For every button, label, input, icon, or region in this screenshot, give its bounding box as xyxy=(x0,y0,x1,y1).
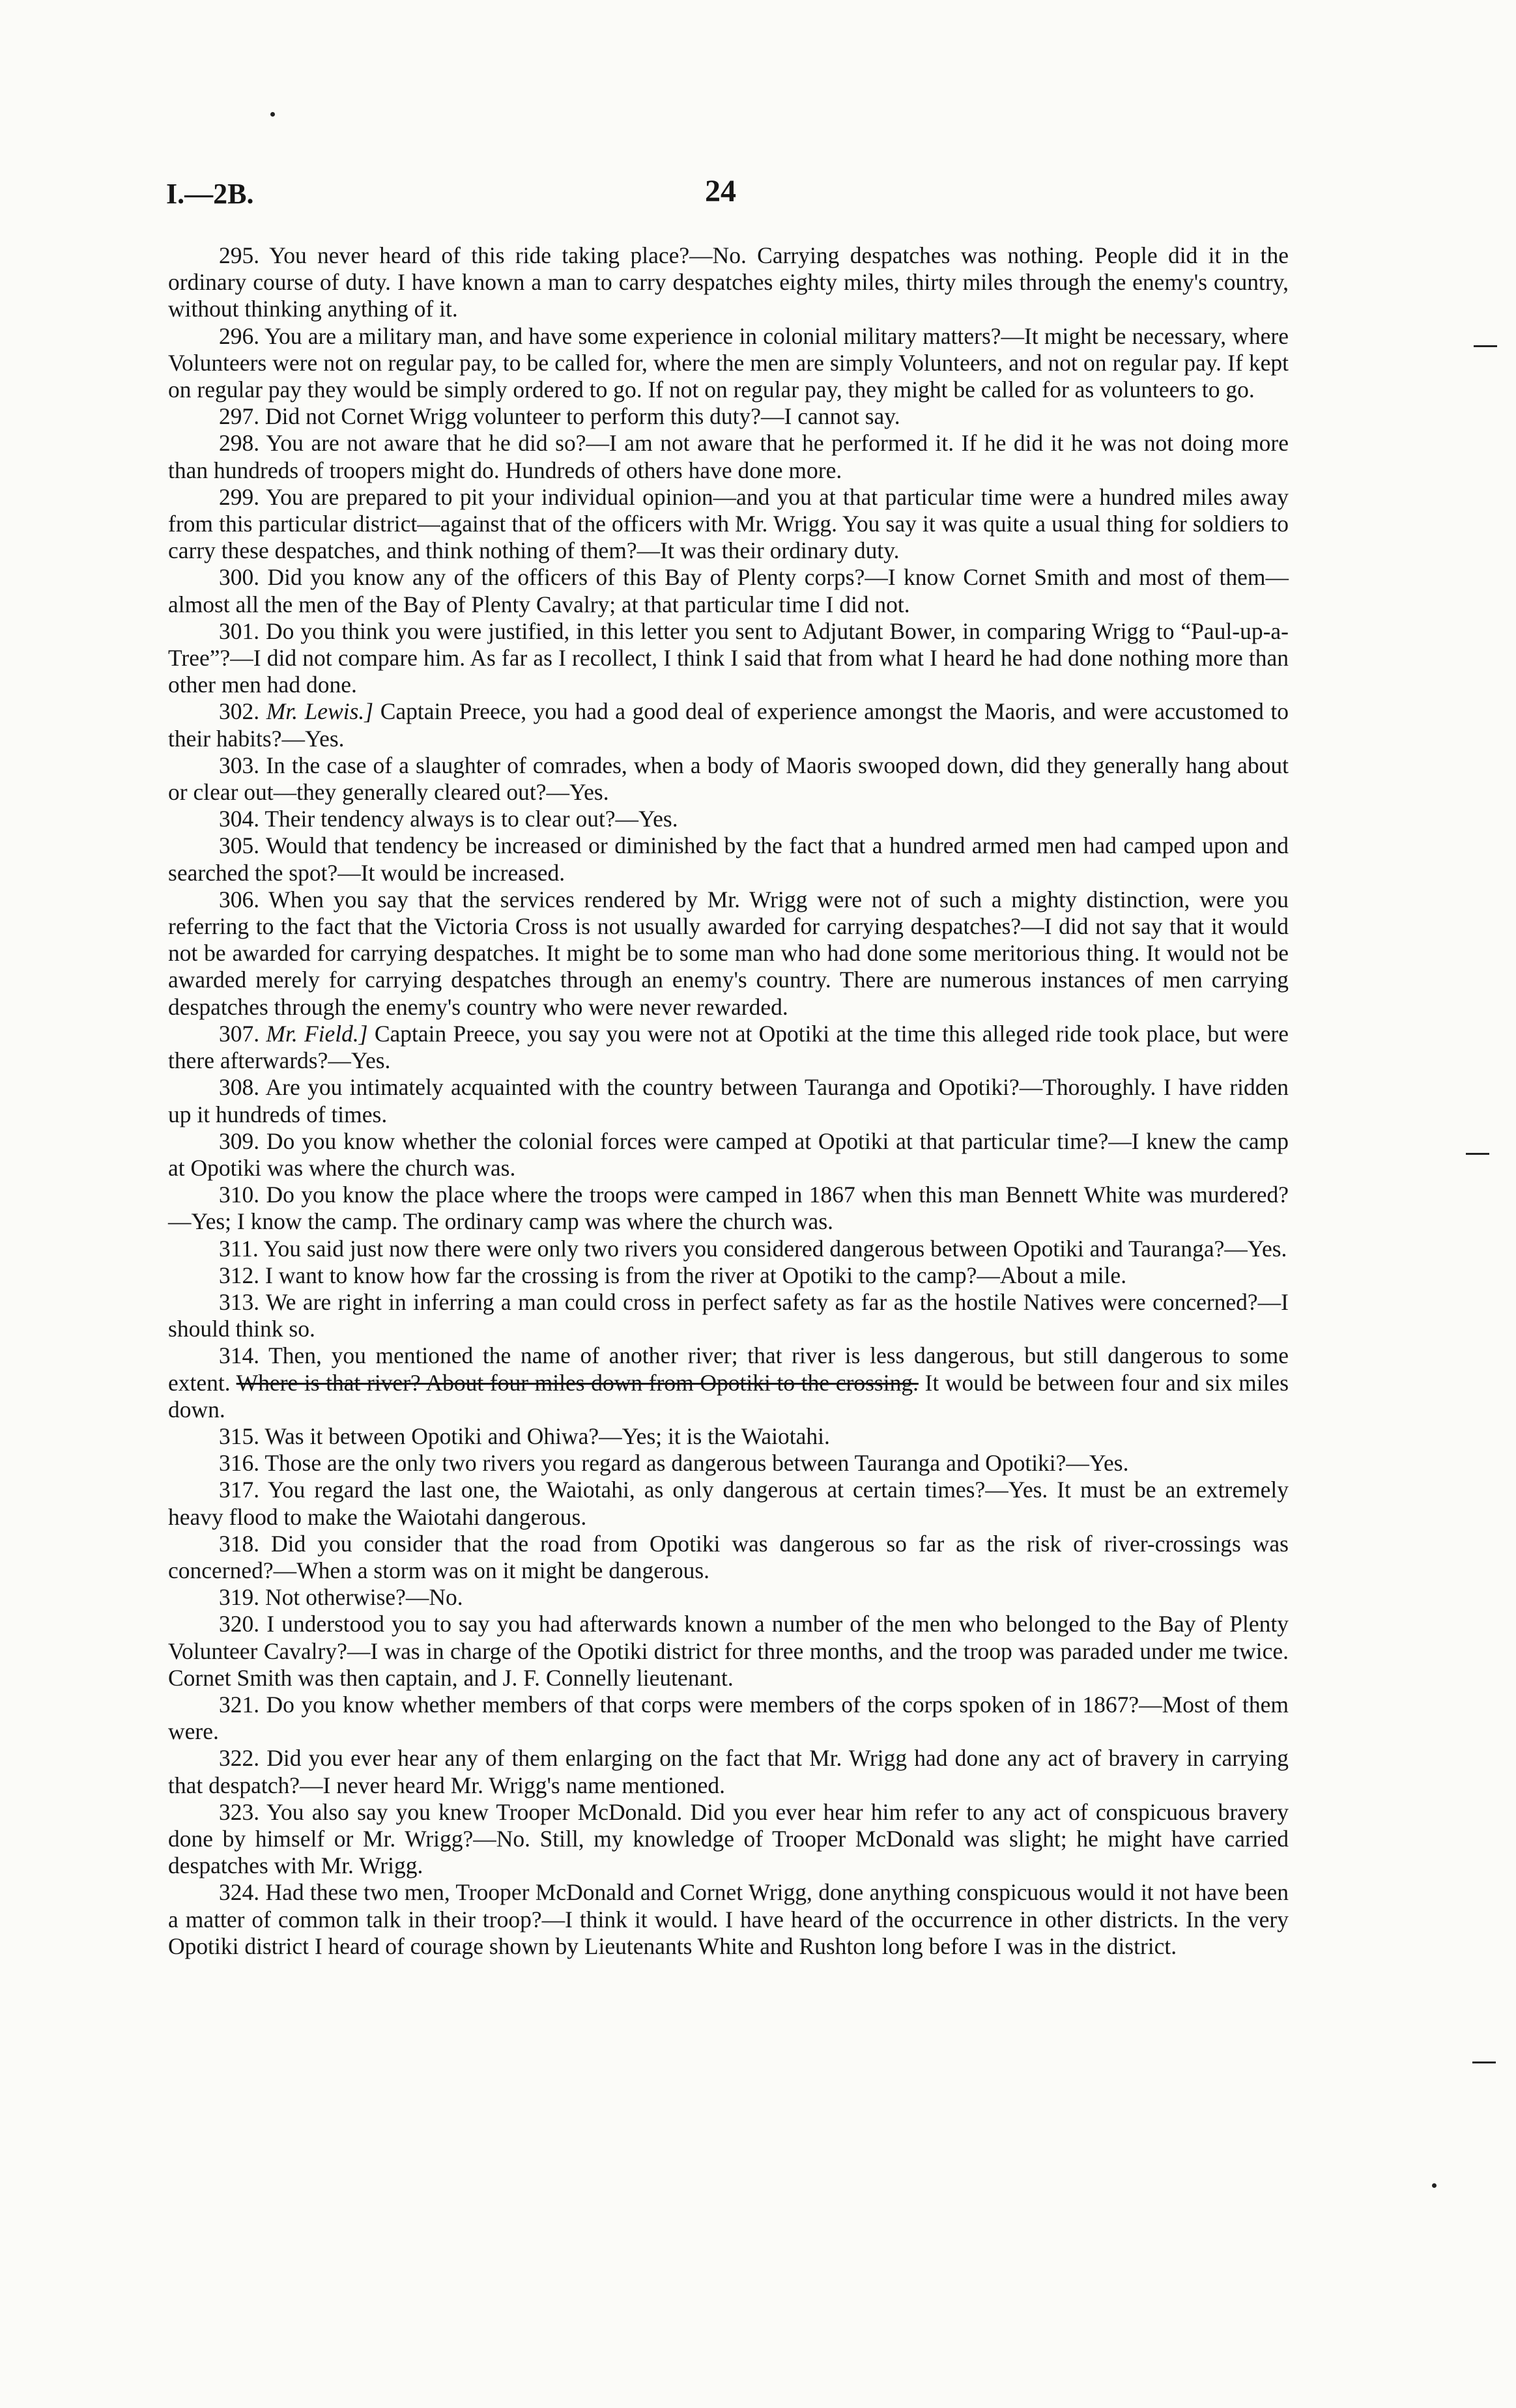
struck-text: Where is that river? About four miles down from Opotiki to the crossing. xyxy=(236,1369,919,1396)
margin-mark xyxy=(1472,2061,1496,2063)
paragraph-297: 297. Did not Cornet Wrigg volunteer to perform this duty?—I cannot say. xyxy=(219,403,900,430)
paragraph-312: 312. I want to know how far the crossing is from the river at Opotiki to the camp?—About a mile. xyxy=(219,1262,1127,1288)
paragraph-324: 324. Had these two men, Trooper McDonald and Cornet Wrigg, done anything conspicuous would it not have been a matter of common talk in their troop?—I think it would. I have heard of the occurrence in other districts. In the very Opotiki district I heard of courage shown by Lieutenants White and Rushton long before I was in the district. xyxy=(168,1879,1289,1959)
paragraph-307 xyxy=(168,1021,1289,1074)
page-number: 24 xyxy=(705,174,736,208)
paragraph-322: 322. Did you ever hear any of them enlarging on the fact that Mr. Wrigg had done any act of bravery in carrying that despatch?—I never heard Mr. Wrigg's name mentioned. xyxy=(168,1745,1289,1798)
page-reference: I.—2B. xyxy=(166,178,254,210)
paragraph-318: 318. Did you consider that the road from Opotiki was dangerous so far as the risk of river-crossings was concerned?—When a storm was on it might be dangerous. xyxy=(168,1530,1289,1583)
paragraph-316: 316. Those are the only two rivers you regard as dangerous between Tauranga and Opotiki?—Yes. xyxy=(219,1450,1129,1477)
paragraph-299: 299. You are prepared to pit your individual opinion—and you at that particular time were a hundred miles away from this particular district—against that of the officers with Mr. Wrigg. You say it was quite a usual thing for soldiers to carry these despatches, and think nothing of them?—It was their ordinary duty. xyxy=(168,483,1289,564)
paragraph-309: 309. Do you know whether the colonial forces were camped at Opotiki at that particular time?—I knew the camp at Opotiki was where the church was. xyxy=(168,1127,1289,1181)
margin-mark xyxy=(1466,1153,1489,1155)
paragraph-303: 303. In the case of a slaughter of comrades, when a body of Maoris swooped down, did they generally hang about or clear out—they generally cleared out?—Yes. xyxy=(168,752,1289,806)
question-number: 302. xyxy=(219,698,260,725)
margin-speck xyxy=(270,112,275,117)
paragraph-296: 296. You are a military man, and have some experience in colonial military matters?—It might be necessary, where Volunteers were not on regular pay, to be called for, where the men are simply Volunteers, and not on regular pay. If kept on regular pay they would be simply ordered to go. If not on regular pay, they might be called for as volunteers to go. xyxy=(168,322,1289,403)
paragraph-305: 305. Would that tendency be increased or diminished by the fact that a hundred armed men had camped upon and searched the spot?—It would be increased. xyxy=(168,832,1289,886)
paragraph-311: 311. You said just now there were only two rivers you considered dangerous between Opotiki and Tauranga?—Yes. xyxy=(219,1235,1287,1262)
body-text xyxy=(168,242,1289,1960)
paragraph-313: 313. We are right in inferring a man could cross in perfect safety as far as the hostile Natives were concerned?—I should think so. xyxy=(168,1288,1289,1342)
paragraph-308: 308. Are you intimately acquainted with the country between Tauranga and Opotiki?—Thoroughly. I have ridden up it hundreds of times. xyxy=(168,1074,1289,1127)
paragraph-323: 323. You also say you knew Trooper McDonald. Did you ever hear him refer to any act of conspicuous bravery done by himself or Mr. Wrigg?—No. Still, my knowledge of Trooper McDonald was slight; he might have carried despatches with Mr. Wrigg. xyxy=(168,1798,1289,1879)
paragraph-298: 298. You are not aware that he did so?—I am not aware that he performed it. If he did it he was not doing more than hundreds of troopers might do. Hundreds of others have done more. xyxy=(168,430,1289,483)
paragraph-319: 319. Not otherwise?—No. xyxy=(219,1584,463,1611)
speaker-label: Mr. Lewis.] xyxy=(266,698,374,725)
margin-mark xyxy=(1474,345,1497,347)
paragraph-300: 300. Did you know any of the officers of this Bay of Plenty corps?—I know Cornet Smith and most of them—almost all the men of the Bay of Plenty Cavalry; at that particular time I did not. xyxy=(168,564,1289,617)
paragraph-text-continued: It would be between four and six miles down. xyxy=(168,1369,1289,1423)
paragraph-315: 315. Was it between Opotiki and Ohiwa?—Yes; it is the Waiotahi. xyxy=(219,1423,830,1449)
paragraph-321: 321. Do you know whether members of that corps were members of the corps spoken of in 1867?—Most of them were. xyxy=(168,1691,1289,1745)
speaker-label: Mr. Field.] xyxy=(266,1020,368,1047)
paragraph-text: Captain Preece, you had a good deal of experience amongst the Maoris, and were accustomed to their habits?—Yes. xyxy=(168,698,1289,752)
paragraph-304: 304. Their tendency always is to clear out?—Yes. xyxy=(219,806,678,832)
paragraph-317: 317. You regard the last one, the Waiotahi, as only dangerous at certain times?—Yes. It must be an extremely heavy flood to make the Waiotahi dangerous. xyxy=(168,1477,1289,1530)
paragraph-295: 295. You never heard of this ride taking place?—No. Carrying despatches was nothing. People did it in the ordinary course of duty. I have known a man to carry despatches eighty miles, thirty miles through the enemy's country, without thinking anything of it. xyxy=(168,242,1289,322)
paragraph-text: 314. Then, you mentioned the name of another river; that river is less dangerous, but still dangerous to some extent. xyxy=(168,1342,1289,1396)
paragraph-text: Captain Preece, you say you were not at Opotiki at the time this alleged ride took place, but were there afterwards?—Yes. xyxy=(168,1020,1289,1074)
paragraph-302 xyxy=(168,698,1289,752)
paragraph-320: 320. I understood you to say you had afterwards known a number of the men who belonged to the Bay of Plenty Volunteer Cavalry?—I was in charge of the Opotiki district for three months, and the troop was paraded under me twice. Cornet Smith was then captain, and J. F. Connelly lieutenant. xyxy=(168,1611,1289,1691)
question-number: 307. xyxy=(219,1020,260,1047)
paragraph-314 xyxy=(168,1342,1289,1423)
paragraph-306: 306. When you say that the services rendered by Mr. Wrigg were not of such a mighty distinction, were you referring to the fact that the Victoria Cross is not usually awarded for carrying despatches?—I did not say that it would not be awarded for carrying despatches. It might be to some man who had done some meritorious thing. It would not be awarded merely for carrying despatches through an enemy's country. There are numerous instances of men carrying despatches through the enemy's country who were never rewarded. xyxy=(168,886,1289,1020)
paragraph-301: 301. Do you think you were justified, in this letter you sent to Adjutant Bower, in comparing Wrigg to “Paul-up-a-Tree”?—I did not compare him. As far as I recollect, I think I said that from what I heard he had done nothing more than other men had done. xyxy=(168,617,1289,698)
paragraph-310: 310. Do you know the place where the troops were camped in 1867 when this man Bennett White was murdered?—Yes; I know the camp. The ordinary camp was where the church was. xyxy=(168,1182,1289,1235)
margin-speck xyxy=(1432,2183,1437,2188)
